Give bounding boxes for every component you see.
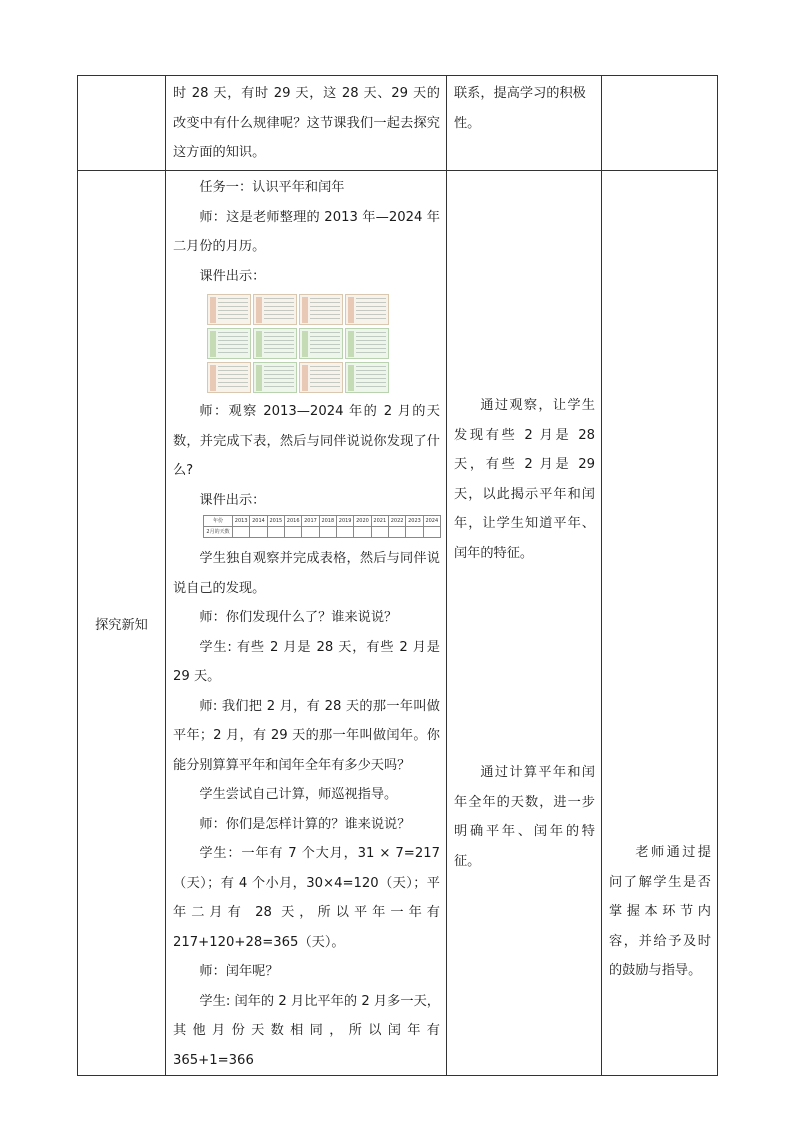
- table-row: [204, 516, 441, 527]
- paragraph: 学生: 闰年的 2 月比平年的 2 月多一天，其他月份天数相同，所以闰年有 365+1=366: [173, 993, 440, 1068]
- task-title: 任务一：认识平年和闰年: [199, 180, 345, 195]
- table-cell: 2015: [267, 516, 284, 527]
- paragraph: 师：你们发现什么了？谁来说说？: [199, 610, 398, 625]
- content-cell: [166, 76, 447, 171]
- calendar-thumb: [207, 328, 251, 359]
- content-text: 时 28 天，有时 29 天，这 28 天、29 天的改变中有什么规律呢？这节课我们一起去探究这方面的知识。: [173, 86, 440, 160]
- table-cell: [388, 527, 405, 538]
- calendar-thumb: [253, 294, 297, 325]
- paragraph: 课件出示：: [199, 492, 266, 508]
- table-cell: [319, 527, 336, 538]
- calendar-thumb: [345, 328, 389, 359]
- lesson-plan-table: [77, 75, 718, 1076]
- table-cell: [336, 527, 353, 538]
- table-cell: 2018: [319, 516, 336, 527]
- table-cell: 2021: [371, 516, 388, 527]
- paragraph: 师：你们是怎样计算的？谁来说说？: [199, 816, 411, 832]
- paragraph: 学生：一年有 7 个大月，31 × 7=217（天）；有 4 个小月，30×4=120（天）；平年二月有 28 天，所以平年一年有 217+120+28=365（天）。: [173, 846, 440, 950]
- paragraph: 课件出示：: [199, 268, 266, 284]
- table-cell: [371, 527, 388, 538]
- calendar-thumb: [253, 362, 297, 393]
- intent-text: 联系，提高学习的积极性。: [454, 86, 586, 131]
- stage-cell: [78, 171, 166, 1076]
- table-cell: 年份: [204, 516, 233, 527]
- table-cell: 2017: [302, 516, 319, 527]
- table-cell: [423, 527, 440, 538]
- table-cell: 2016: [284, 516, 301, 527]
- calendar-thumb: [345, 362, 389, 393]
- table-cell: 2013: [233, 516, 250, 527]
- table-cell: 2月的天数: [204, 527, 233, 538]
- note-cell-empty: [602, 76, 718, 171]
- days-table-image: [203, 515, 441, 538]
- table-cell: [354, 527, 371, 538]
- calendar-thumb: [345, 294, 389, 325]
- calendar-thumb: [207, 294, 251, 325]
- table-cell: 2024: [423, 516, 440, 527]
- table-cell: [267, 527, 284, 538]
- content-cell: [166, 171, 447, 1076]
- calendar-thumb: [207, 362, 251, 393]
- paragraph: 学生尝试自己计算，师巡视指导。: [199, 787, 398, 802]
- stage-label: 探究新知: [95, 617, 148, 633]
- calendar-image: [207, 294, 391, 393]
- paragraph: 师: 我们把 2 月，有 28 天的那一年叫做平年；2 月，有 29 天的那一年叫做闰年。你能分别算算平年和闰年全年有多少天吗？: [173, 698, 440, 773]
- table-cell: 2020: [354, 516, 371, 527]
- intent-text: 通过观察，让学生发现有些 2 月是 28 天，有些 2 月是 29 天，以此揭示平年和闰年，让学生知道平年、闰年的特征。: [454, 398, 595, 561]
- table-cell: [302, 527, 319, 538]
- table-cell: [250, 527, 267, 538]
- calendar-thumb: [299, 294, 343, 325]
- intent-cell: [447, 76, 602, 171]
- intent-cell: [447, 171, 602, 1076]
- table-row: [78, 171, 718, 1076]
- table-cell: 2023: [406, 516, 423, 527]
- table-row: [204, 527, 441, 538]
- table-cell: [406, 527, 423, 538]
- calendar-thumb: [299, 362, 343, 393]
- paragraph: 师：闰年呢？: [199, 964, 279, 979]
- stage-cell-empty: [78, 76, 166, 171]
- table-cell: [233, 527, 250, 538]
- note-cell: [602, 171, 718, 1076]
- table-cell: 2019: [336, 516, 353, 527]
- paragraph: 学生: 有些 2 月是 28 天，有些 2 月是 29 天。: [173, 639, 440, 684]
- calendar-thumb: [253, 328, 297, 359]
- note-text: 老师通过提问了解学生是否掌握本环节内容，并给予及时的鼓励与指导。: [609, 845, 711, 978]
- paragraph: 师：这是老师整理的 2013 年—2024 年二月份的月历。: [173, 209, 440, 254]
- table-cell: 2014: [250, 516, 267, 527]
- table-cell: 2022: [388, 516, 405, 527]
- table-cell: [284, 527, 301, 538]
- paragraph: 师：观察 2013—2024 年的 2 月的天数，并完成下表，然后与同伴说说你发现了什么?: [173, 404, 440, 478]
- paragraph: 学生独自观察并完成表格，然后与同伴说说自己的发现。: [173, 551, 440, 596]
- calendar-thumb: [299, 328, 343, 359]
- table-row: [78, 76, 718, 171]
- intent-text: 通过计算平年和闰年全年的天数，进一步明确平年、闰年的特征。: [454, 765, 595, 869]
